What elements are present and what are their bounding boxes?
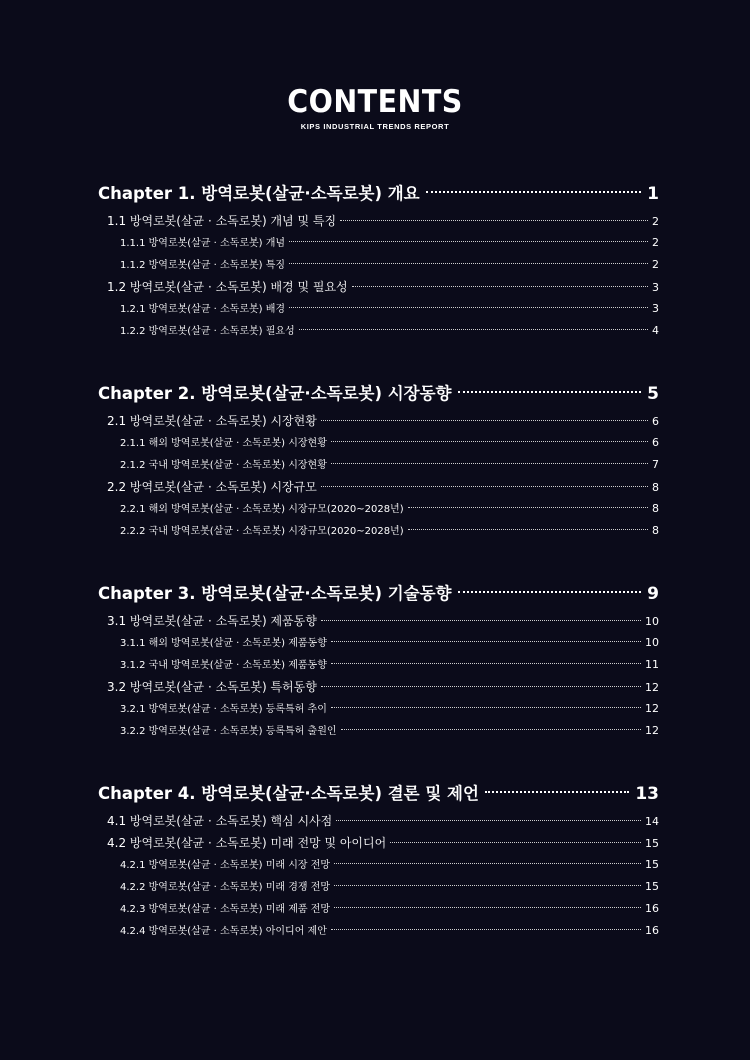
toc-entry-label: 2.2.1 해외 방역로봇(살균 · 소독로봇) 시장규모(2020~2028년) (120, 504, 404, 515)
toc-page-number: 3 (652, 281, 659, 294)
toc-page-number: 16 (645, 902, 659, 915)
dot-leader (331, 663, 641, 664)
toc-subsection-entry[interactable] (98, 634, 659, 656)
toc-page-number: 13 (635, 784, 659, 804)
page-subtitle: KIPS INDUSTRIAL TRENDS REPORT (300, 122, 450, 131)
toc-entry-label: 4.1 방역로봇(살균 · 소독로봇) 핵심 시사점 (107, 814, 333, 828)
toc-page-number: 5 (647, 384, 659, 404)
toc-page-number: 8 (652, 524, 659, 537)
toc-entry-label: 4.2 방역로봇(살균 · 소독로봇) 미래 전망 및 아이디어 (107, 836, 387, 850)
dot-leader (321, 620, 641, 621)
toc-section-entry[interactable] (98, 834, 659, 856)
toc-entry-label: 1.1.1 방역로봇(살균 · 소독로봇) 개념 (120, 238, 286, 249)
dot-leader (299, 329, 648, 330)
toc-chapter-label: Chapter 2. 방역로봇(살균·소독로봇) 시장동향 (98, 384, 452, 403)
toc-entry-label: 1.1.2 방역로봇(살균 · 소독로봇) 특징 (120, 260, 286, 271)
toc-section-entry[interactable] (98, 212, 659, 234)
dot-leader (289, 263, 648, 264)
toc-entry-label: 3.1.1 해외 방역로봇(살균 · 소독로봇) 제품동향 (120, 638, 327, 649)
toc-entry-label: 2.2 방역로봇(살균 · 소독로봇) 시장규모 (107, 480, 317, 494)
chapter-section (98, 380, 659, 544)
page-title: CONTENTS (287, 84, 463, 120)
toc-subsection-entry[interactable] (98, 322, 659, 344)
toc-chapter-entry[interactable] (98, 780, 659, 804)
toc-entry-label: 3.1 방역로봇(살균 · 소독로봇) 제품동향 (107, 614, 317, 628)
toc-entry-label: 2.1.1 해외 방역로봇(살균 · 소독로봇) 시장현황 (120, 438, 327, 449)
toc-entry-label: 3.2 방역로봇(살균 · 소독로봇) 특허동향 (107, 680, 317, 694)
toc-entry-label: 2.1 방역로봇(살균 · 소독로봇) 시장현황 (107, 414, 317, 428)
dot-leader (458, 391, 642, 393)
dot-leader (408, 507, 648, 508)
dot-leader (331, 929, 641, 930)
toc-subsection-entry[interactable] (98, 656, 659, 678)
toc-page-number: 12 (645, 724, 659, 737)
dot-leader (289, 307, 648, 308)
toc-page-number: 9 (647, 584, 659, 604)
toc-chapter-entry[interactable] (98, 580, 659, 604)
toc-chapter-label: Chapter 1. 방역로봇(살균·소독로봇) 개요 (98, 184, 420, 203)
toc-subsection-entry[interactable] (98, 900, 659, 922)
toc-page-number: 3 (652, 302, 659, 315)
toc-subsection-entry[interactable] (98, 522, 659, 544)
toc-page-number: 11 (645, 658, 659, 671)
toc-entry-label: 3.1.2 국내 방역로봇(살균 · 소독로봇) 제품동향 (120, 660, 327, 671)
chapter-section (98, 780, 659, 944)
toc-entry-label: 3.2.1 방역로봇(살균 · 소독로봇) 등록특허 추이 (120, 704, 327, 715)
dot-leader (408, 529, 648, 530)
dot-leader (336, 820, 641, 821)
toc-subsection-entry[interactable] (98, 500, 659, 522)
toc-section-entry[interactable] (98, 612, 659, 634)
toc-subsection-entry[interactable] (98, 300, 659, 322)
toc-subsection-entry[interactable] (98, 722, 659, 744)
toc-page-number: 12 (645, 681, 659, 694)
toc-chapter-label: Chapter 4. 방역로봇(살균·소독로봇) 결론 및 제언 (98, 784, 479, 803)
toc-page-number: 6 (652, 415, 659, 428)
toc-page-number: 14 (645, 815, 659, 828)
toc-page-number: 16 (645, 924, 659, 937)
page-header (0, 84, 750, 131)
dot-leader (426, 191, 642, 193)
toc-entry-label: 4.2.1 방역로봇(살균 · 소독로봇) 미래 시장 전망 (120, 860, 331, 871)
toc-section-entry[interactable] (98, 678, 659, 700)
toc-section-entry[interactable] (98, 412, 659, 434)
toc-section-entry[interactable] (98, 478, 659, 500)
toc-entry-label: 1.2.1 방역로봇(살균 · 소독로봇) 배경 (120, 304, 286, 315)
toc-page-number: 10 (645, 636, 659, 649)
toc-subsection-entry[interactable] (98, 456, 659, 478)
toc-page-number: 12 (645, 702, 659, 715)
toc-entry-label: 4.2.4 방역로봇(살균 · 소독로봇) 아이디어 제안 (120, 926, 327, 937)
toc-subsection-entry[interactable] (98, 234, 659, 256)
dot-leader (334, 863, 641, 864)
dot-leader (485, 791, 629, 793)
dot-leader (321, 420, 648, 421)
dot-leader (334, 885, 641, 886)
dot-leader (289, 241, 648, 242)
dot-leader (334, 907, 641, 908)
toc-subsection-entry[interactable] (98, 878, 659, 900)
toc-page-number: 6 (652, 436, 659, 449)
toc-page-number: 2 (652, 236, 659, 249)
toc-chapter-entry[interactable] (98, 380, 659, 404)
toc-page-number: 15 (645, 880, 659, 893)
dot-leader (352, 286, 648, 287)
table-of-contents (98, 180, 659, 980)
dot-leader (321, 686, 641, 687)
toc-page-number: 1 (647, 184, 659, 204)
toc-page-number: 15 (645, 837, 659, 850)
dot-leader (321, 486, 648, 487)
dot-leader (331, 463, 648, 464)
toc-subsection-entry[interactable] (98, 434, 659, 456)
toc-page-number: 8 (652, 502, 659, 515)
dot-leader (331, 641, 641, 642)
toc-page-number: 8 (652, 481, 659, 494)
dot-leader (340, 220, 648, 221)
toc-page-number: 2 (652, 215, 659, 228)
chapter-section (98, 580, 659, 744)
toc-entry-label: 2.2.2 국내 방역로봇(살균 · 소독로봇) 시장규모(2020~2028년) (120, 526, 404, 537)
dot-leader (331, 707, 641, 708)
toc-section-entry[interactable] (98, 812, 659, 834)
toc-entry-label: 1.1 방역로봇(살균 · 소독로봇) 개념 및 특징 (107, 214, 337, 228)
toc-chapter-entry[interactable] (98, 180, 659, 204)
toc-entry-label: 3.2.2 방역로봇(살균 · 소독로봇) 등록특허 출원인 (120, 726, 337, 737)
toc-entry-label: 4.2.2 방역로봇(살균 · 소독로봇) 미래 경쟁 전망 (120, 882, 331, 893)
toc-subsection-entry[interactable] (98, 856, 659, 878)
toc-entry-label: 4.2.3 방역로봇(살균 · 소독로봇) 미래 제품 전망 (120, 904, 331, 915)
toc-chapter-label: Chapter 3. 방역로봇(살균·소독로봇) 기술동향 (98, 584, 452, 603)
toc-subsection-entry[interactable] (98, 922, 659, 944)
toc-entry-label: 1.2 방역로봇(살균 · 소독로봇) 배경 및 필요성 (107, 280, 348, 294)
toc-subsection-entry[interactable] (98, 700, 659, 722)
toc-entry-label: 2.1.2 국내 방역로봇(살균 · 소독로봇) 시장현황 (120, 460, 327, 471)
dot-leader (458, 591, 642, 593)
toc-page-number: 4 (652, 324, 659, 337)
chapter-section (98, 180, 659, 344)
dot-leader (341, 729, 641, 730)
dot-leader (390, 842, 641, 843)
toc-page-number: 7 (652, 458, 659, 471)
toc-section-entry[interactable] (98, 278, 659, 300)
toc-entry-label: 1.2.2 방역로봇(살균 · 소독로봇) 필요성 (120, 326, 295, 337)
toc-page-number: 10 (645, 615, 659, 628)
dot-leader (331, 441, 648, 442)
toc-subsection-entry[interactable] (98, 256, 659, 278)
toc-page-number: 2 (652, 258, 659, 271)
toc-page-number: 15 (645, 858, 659, 871)
